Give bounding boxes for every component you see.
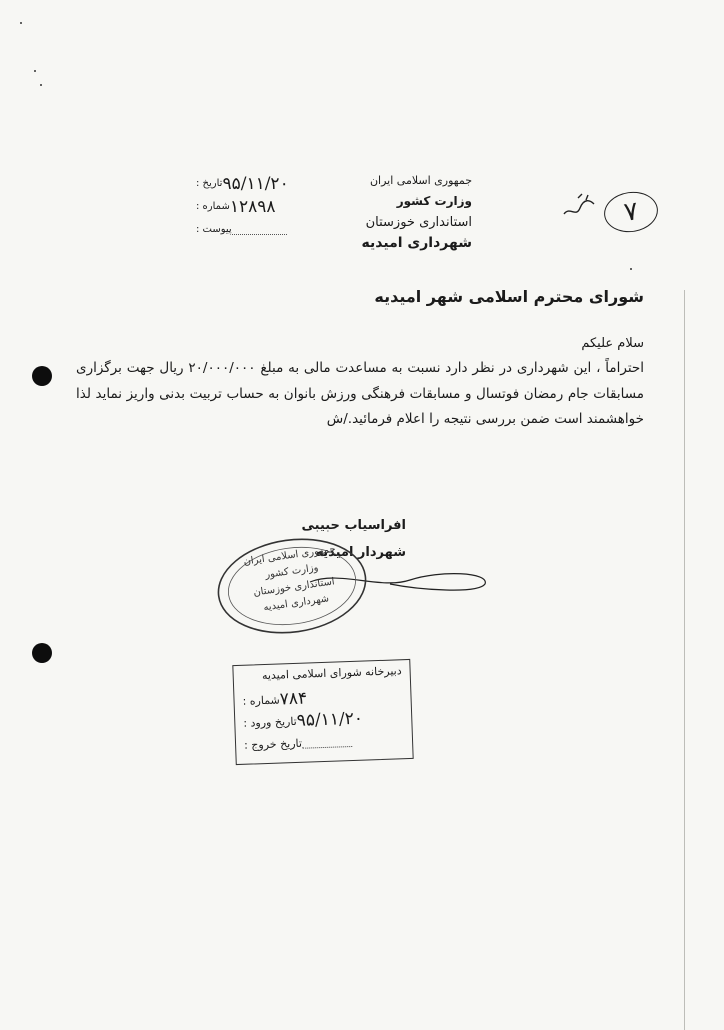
- seal-line-1: جمهوری اسلامی ایران: [242, 543, 337, 568]
- date-value: ۹۵/۱۱/۲۰: [222, 173, 289, 194]
- municipality-line: شهرداری امیدیه: [361, 235, 472, 251]
- stamp-exit-label: تاریخ خروج :: [243, 736, 303, 752]
- addressee: شورای محترم اسلامی شهر امیدیه: [374, 287, 644, 306]
- date-row: [196, 172, 316, 195]
- received-stamp: [232, 659, 413, 765]
- scan-speck: [34, 70, 36, 72]
- attachment-row: [196, 218, 316, 241]
- stamp-number-value: ۷۸۴: [279, 688, 308, 710]
- scan-speck: [630, 268, 632, 270]
- corner-signature-icon: [560, 192, 600, 222]
- page-number: ۷: [621, 196, 641, 228]
- governorate-line: استانداری خوزستان: [365, 215, 472, 230]
- punch-hole-top: [32, 366, 52, 386]
- republic-line: جمهوری اسلامی ایران: [369, 174, 472, 187]
- number-row: [196, 195, 316, 218]
- number-label: شماره :: [196, 201, 230, 212]
- stamp-number-label: شماره :: [242, 693, 280, 708]
- stamp-exit-row: [244, 728, 405, 756]
- signatory-title: شهردار امیدیه: [315, 545, 406, 560]
- seal-line-4: شهرداری امیدیه: [262, 593, 330, 614]
- attachment-blank: [232, 224, 287, 235]
- attachment-label: پیوست :: [196, 224, 232, 235]
- seal-line-3: استانداری خوزستان: [252, 576, 336, 599]
- letter-body: احتراماً ، این شهرداری در نظر دارد نسبت به مساعدت مالی به مبلغ ۲۰/۰۰۰/۰۰۰ ریال جهت برگزاری مسابقات جام رمضان فوتسال و مسابقات فرهنگی ورزش بانوان به حساب تربیت بدنی واریز نماید لذا خواهشمند است ضمن بررسی نتیجه را اعلام فرمائید./ش: [76, 360, 644, 427]
- date-label: تاریخ :: [196, 178, 223, 189]
- page-number-circle: [601, 188, 660, 235]
- stamp-entry-value: ۹۵/۱۱/۲۰: [296, 708, 364, 731]
- greeting: سلام علیکم: [581, 336, 644, 351]
- stamp-entry-label: تاریخ ورود :: [243, 714, 297, 730]
- seal-line-2: وزارت کشور: [264, 562, 320, 581]
- letterhead: [302, 170, 472, 254]
- stamp-exit-blank: [302, 736, 352, 749]
- stamp-title: دبیرخانه شورای اسلامی امیدیه: [261, 664, 402, 683]
- punch-hole-bottom: [32, 643, 52, 663]
- signatory-name: افراسیاب حبیبی: [301, 518, 406, 533]
- scan-speck: [20, 22, 22, 24]
- margin-line: [684, 290, 685, 1030]
- number-value: ۱۲۸۹۸: [229, 196, 276, 217]
- letter-meta: [196, 172, 316, 241]
- scan-speck: [40, 84, 42, 86]
- ministry-line: وزارت کشور: [396, 194, 472, 208]
